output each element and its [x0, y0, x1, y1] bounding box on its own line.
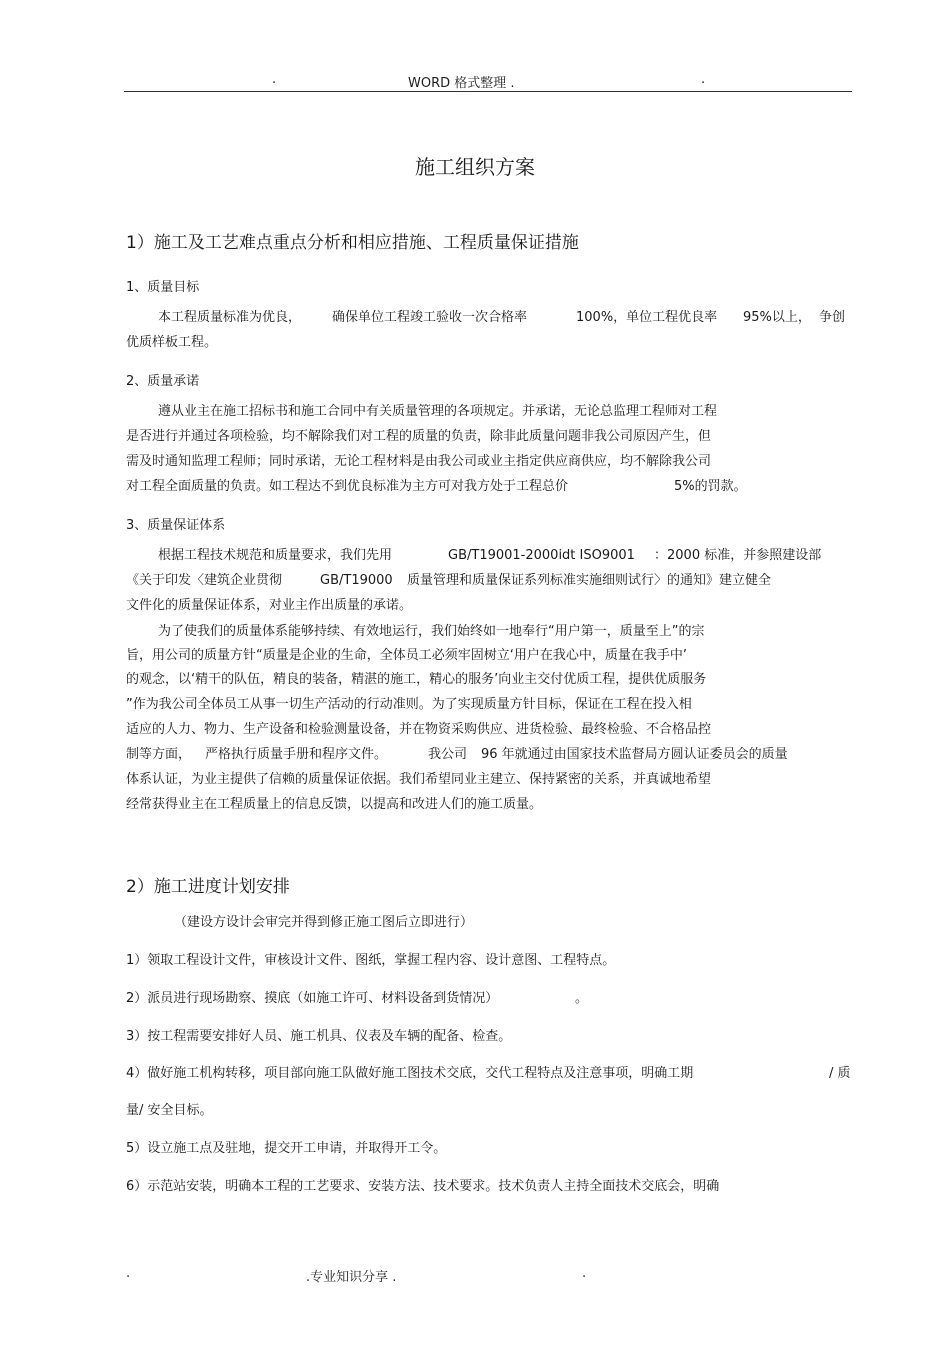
list-item: 。	[575, 991, 589, 1006]
paragraph-line: 对工程全面质量的负责。如工程达不到优良标准为主方可对我方处于工程总价	[126, 479, 569, 494]
paragraph-line: 5%的罚款。	[674, 479, 747, 494]
subsection-1-heading: 1、质量目标	[126, 280, 200, 295]
header-dot-left: .	[272, 72, 277, 87]
paragraph-line: 本工程质量标准为优良，	[158, 310, 302, 325]
paragraph-line: 是否进行并通过各项检验，均不解除我们对工程的质量的负责，除非此质量问题非我公司原因产生，但	[126, 429, 712, 444]
paragraph-line: 旨，用公司的质量方针“质量是企业的生命，全体员工必须牢固树立‘用户在我心中，质量在我手中’	[126, 648, 688, 663]
section-2-note: （建设方设计会审完并得到修正施工图后立即进行）	[174, 915, 474, 930]
list-item: 量/ 安全目标。	[126, 1103, 213, 1118]
header-rule	[124, 91, 852, 92]
section-1-heading: 1）施工及工艺难点重点分析和相应措施、工程质量保证措施	[126, 233, 579, 253]
footer-dot-right: .	[582, 1266, 587, 1281]
paragraph-line: GB/T19000	[320, 573, 393, 588]
list-item: 6）示范站安装，明确本工程的工艺要求、安装方法、技术要求。技术负责人主持全面技术交底会，明确	[126, 1179, 720, 1194]
section-2-heading: 2）施工进度计划安排	[126, 877, 290, 897]
paragraph-line: 确保单位工程竣工验收一次合格率	[332, 310, 528, 325]
header-dot-right: .	[701, 72, 706, 87]
paragraph-line: 适应的人力、物力、生产设备和检验测量设备，并在物资采购供应、进货检验、最终检验、不合格品控	[126, 722, 712, 737]
paragraph-line: 《关于印发〈建筑企业贯彻	[126, 573, 283, 588]
paragraph-line: ”作为我公司全体员工从事一切生产活动的行动准则。为了实现质量方针目标，保证在工程在投入相	[126, 697, 692, 712]
list-item: 2）派员进行现场勘察、摸底（如施工许可、材料设备到货情况）	[126, 991, 499, 1006]
list-item: 4）做好施工机构转移，项目部向施工队做好施工图技术交底，交代工程特点及注意事项，明确工期	[126, 1066, 694, 1081]
paragraph-line: 我公司	[428, 747, 468, 762]
paragraph-line: 为了使我们的质量体系能够持续、有效地运行，我们始终如一地奉行“用户第一，质量至上”的宗	[158, 624, 705, 639]
paragraph-line: 体系认证，为业主提供了信赖的质量保证依据。我们希望同业主建立、保持紧密的关系，并真诚地希望	[126, 772, 712, 787]
paragraph-line: 质量管理和质量保证系列标准实施细则试行〉的通知》建立健全	[407, 573, 772, 588]
subsection-3-heading: 3、质量保证体系	[126, 518, 226, 533]
subsection-2-heading: 2、质量承诺	[126, 374, 200, 389]
list-item: / 质	[829, 1066, 851, 1081]
paragraph-line: 需及时通知监理工程师；同时承诺，无论工程材料是由我公司或业主指定供应商供应，均不解除我公司	[126, 454, 712, 469]
paragraph-line: ：2000 标准，并参照建设部	[654, 548, 822, 563]
paragraph-line: 100%，单位工程优良率	[576, 310, 718, 325]
paragraph-line: 的观念，以‘精干的队伍，精良的装备，精湛的施工，精心的服务’向业主交付优质工程，提供优质服务	[126, 672, 707, 687]
paragraph-line: 经常获得业主在工程质量上的信息反馈，以提高和改进人们的施工质量。	[126, 797, 543, 812]
paragraph-line: 根据工程技术规范和质量要求，我们先用	[158, 548, 393, 563]
paragraph-line: 严格执行质量手册和程序文件。	[205, 747, 388, 762]
paragraph-line: 遵从业主在施工招标书和施工合同中有关质量管理的各项规定。并承诺，无论总监理工程师对工程	[158, 404, 718, 419]
paragraph-line: 文件化的质量保证体系，对业主作出质量的承诺。	[126, 598, 413, 613]
list-item: 5）设立施工点及驻地，提交开工申请，并取得开工令。	[126, 1141, 447, 1156]
paragraph-line: GB/T19001-2000idt ISO9001	[448, 548, 635, 563]
list-item: 3）按工程需要安排好人员、施工机具、仪表及车辆的配备、检查。	[126, 1029, 512, 1044]
footer-text: .专业知识分享 .	[306, 1270, 397, 1285]
paragraph-line: 争创	[819, 310, 846, 325]
list-item: 1）领取工程设计文件，审核设计文件、图纸，掌握工程内容、设计意图、工程特点。	[126, 953, 616, 968]
paragraph-line: 95%以上，	[743, 310, 811, 325]
paragraph-line: 制等方面，	[126, 747, 192, 762]
document-title: 施工组织方案	[415, 155, 535, 179]
footer-dot-left: .	[126, 1266, 131, 1281]
paragraph-line: 优质样板工程。	[126, 335, 218, 350]
paragraph-line: 96 年就通过由国家技术监督局方圆认证委员会的质量	[481, 747, 788, 762]
header-text: WORD 格式整理 .	[408, 76, 515, 91]
